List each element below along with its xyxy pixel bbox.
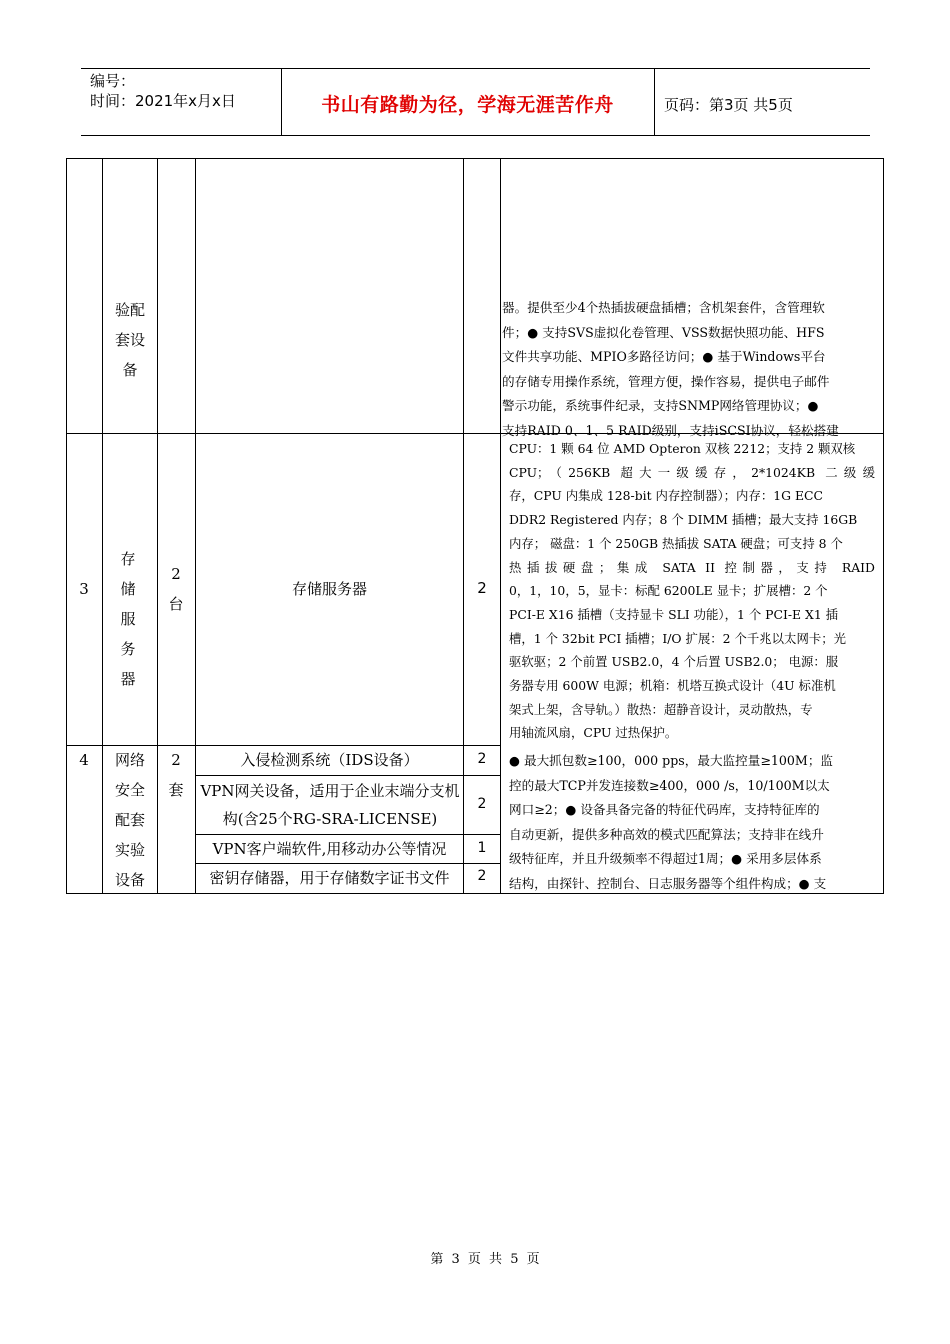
table-bottom-border [66, 893, 884, 894]
spec-line: 自动更新，提供多种高效的模式匹配算法；支持非在线升 [509, 826, 824, 842]
spec-line: 支持RAID 0、1、5 RAID级别，支持iSCSI协议，轻松搭建 [502, 422, 839, 438]
spec-line: 控的最大TCP并发连接数≥400，000 /s，10/100M以太 [509, 777, 830, 793]
page-number-label: 页码：第3页 共5页 [664, 96, 793, 114]
col-border-4 [463, 158, 464, 894]
spec-line: 热插拔硬盘；集成 SATA II 控制器，支持 RAID [509, 559, 875, 575]
col-border-3 [195, 158, 196, 894]
row3-qty: 2台 [168, 565, 184, 613]
col-border-0 [66, 158, 67, 894]
spec-line: 的存储专用操作系统，管理方便，操作容易，提供电子邮件 [502, 373, 830, 389]
col-border-2 [157, 158, 158, 894]
spec-line: 网口≥2；● 设备具备完备的特征代码库，支持特征库的 [509, 802, 820, 817]
spec-line: 内存； 磁盘：1 个 250GB 热插拔 SATA 硬盘；可支持 8 个 [509, 535, 843, 551]
col-border-6 [883, 158, 884, 894]
col-border-5 [500, 158, 501, 894]
spec-line: 文件共享功能、MPIO多路径访问；● 基于Windows平台 [502, 349, 826, 364]
spec-line: 件；● 支持SVS虚拟化卷管理、VSS数据快照功能、HFS [502, 324, 825, 340]
row4-item-count: 2 [477, 796, 487, 812]
row4-item-desc: 密钥存储器，用于存储数字证书文件 [209, 869, 450, 887]
item-divider-2 [195, 834, 501, 835]
row4-item-desc: VPN网关设备，适用于企业末端分支机构(含25个RG-SRA-LICENSE) [200, 782, 460, 828]
row3-name: 存储服务器 [120, 550, 144, 688]
row4-name: 网络安全配套实验设备 [114, 751, 145, 889]
spec-line: CPU；（256KB 超大一级缓存，2*1024KB 二级缓 [509, 464, 875, 480]
row3-desc: 存储服务器 [291, 580, 367, 598]
row3-index: 3 [79, 580, 89, 598]
spec-line: 级特征库，并且升级频率不得超过1周；● 采用多层体系 [509, 851, 822, 866]
row4-item-desc: 入侵检测系统（IDS设备） [240, 751, 419, 769]
spec-line: PCI-E X16 插槽（支持显卡 SLI 功能），1 个 PCI-E X1 插 [509, 606, 839, 622]
spec-line: 槽，1 个 32bit PCI 插槽；I/O 扩展：2 个千兆以太网卡；光 [509, 630, 847, 646]
row4-item-count: 2 [477, 751, 487, 767]
col-border-1 [102, 158, 103, 894]
spec-line: DDR2 Registered 内存；8 个 DIMM 插槽；最大支持 16GB [509, 512, 858, 528]
spec-line: 器。提供至少4个热插拔硬盘插槽；含机架套件，含管理软 [502, 300, 825, 315]
row3-spec [509, 437, 875, 745]
table-top-border [66, 158, 884, 159]
spec-line: 架式上架，含导轨。）散热：超静音设计，灵动散热，专 [509, 701, 813, 717]
row4-spec [509, 749, 877, 893]
spec-line: 驱软驱；2 个前置 USB2.0，4 个后置 USB2.0； 电源：服 [509, 654, 839, 670]
motto: 书山有路勤为径，学海无涯苦作舟 [321, 94, 614, 116]
spec-line: CPU：1 颗 64 位 AMD Opteron 双核 2212；支持 2 颗双核 [509, 441, 856, 456]
date-label: 时间：2021年x月x日 [90, 92, 236, 110]
spec-line: 结构，由探针、控制台、日志服务器等个组件构成；● 支 [509, 875, 827, 891]
row4-item-count: 2 [477, 868, 487, 884]
spec-line: 存，CPU 内集成 128-bit 内存控制器）；内存：1G ECC [509, 488, 823, 504]
spec-line: 警示功能，系统事件纪录，支持SNMP网络管理协议；● [502, 398, 819, 413]
row0-name: 验配套设备 [114, 301, 145, 379]
item-divider-3 [195, 863, 501, 864]
serial-number-label: 编号： [90, 72, 136, 90]
row4-item-desc: VPN客户端软件,用移动办公等情况 [212, 840, 447, 858]
spec-line: 用轴流风扇，CPU 过热保护。 [509, 725, 678, 741]
row0-spec [502, 296, 874, 448]
row4-index: 4 [79, 751, 89, 769]
row4-qty: 2套 [168, 751, 184, 799]
page-footer: 第 3 页 共 5 页 [430, 1252, 540, 1267]
spec-line: 0，1，10，5，显卡：标配 6200LE 显卡；扩展槽：2 个 [509, 583, 828, 599]
spec-line: 务器专用 600W 电源；机箱：机塔互换式设计（4U 标准机 [509, 678, 836, 694]
row4-item-count: 1 [477, 840, 487, 856]
row3-count: 2 [477, 579, 487, 597]
item-divider-1 [195, 775, 501, 776]
spec-line: ● 最大抓包数≥100，000 pps，最大监控量≥100M；监 [509, 753, 834, 768]
